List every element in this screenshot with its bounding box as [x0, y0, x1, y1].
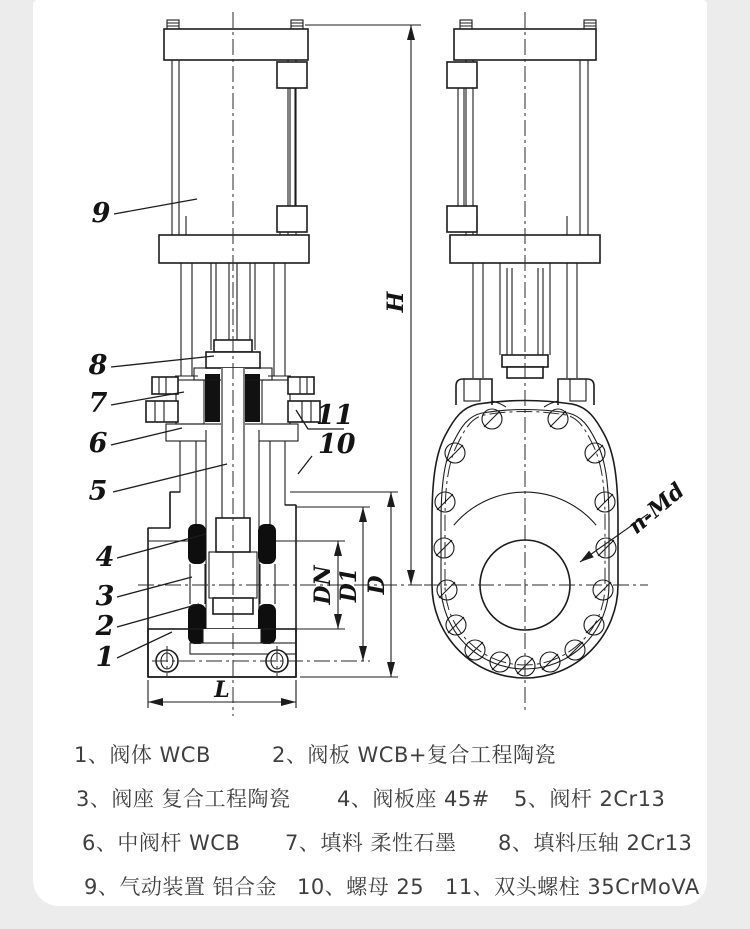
callout-10: 10	[318, 429, 356, 460]
dim-label-L: L	[214, 677, 230, 703]
part-item-6: 6、中阀杆 WCB	[82, 831, 241, 855]
part-item-1: 1、阀体 WCB	[74, 743, 211, 767]
part-item-4: 4、阀板座 45#	[337, 787, 490, 811]
callout-7: 7	[88, 388, 108, 419]
dim-label-n-Md: n-Md	[623, 477, 690, 540]
dim-label-D: D	[364, 575, 390, 595]
part-item-8: 8、填料压轴 2Cr13	[498, 831, 693, 855]
part-item-9: 9、气动装置 铝合金	[84, 875, 278, 899]
dim-label-D1: D1	[336, 567, 362, 603]
dim-label-H: H	[383, 291, 409, 313]
part-item-2: 2、阀板 WCB+复合工程陶瓷	[272, 743, 556, 767]
part-item-10: 10、螺母 25	[297, 875, 425, 899]
callout-3: 3	[95, 581, 115, 612]
callout-1: 1	[95, 642, 115, 673]
callout-8: 8	[88, 350, 108, 381]
callout-2: 2	[95, 611, 115, 642]
callout-5: 5	[88, 476, 108, 507]
callout-9: 9	[91, 198, 111, 229]
dim-label-DN: DN	[310, 565, 336, 605]
part-item-5: 5、阀杆 2Cr13	[514, 787, 666, 811]
part-item-3: 3、阀座 复合工程陶瓷	[76, 787, 291, 811]
callout-4: 4	[95, 542, 115, 573]
callout-6: 6	[88, 428, 108, 459]
part-item-7: 7、填料 柔性石墨	[285, 831, 457, 855]
part-item-11: 11、双头螺柱 35CrMoVA	[445, 875, 700, 899]
callout-11: 11	[316, 400, 354, 431]
